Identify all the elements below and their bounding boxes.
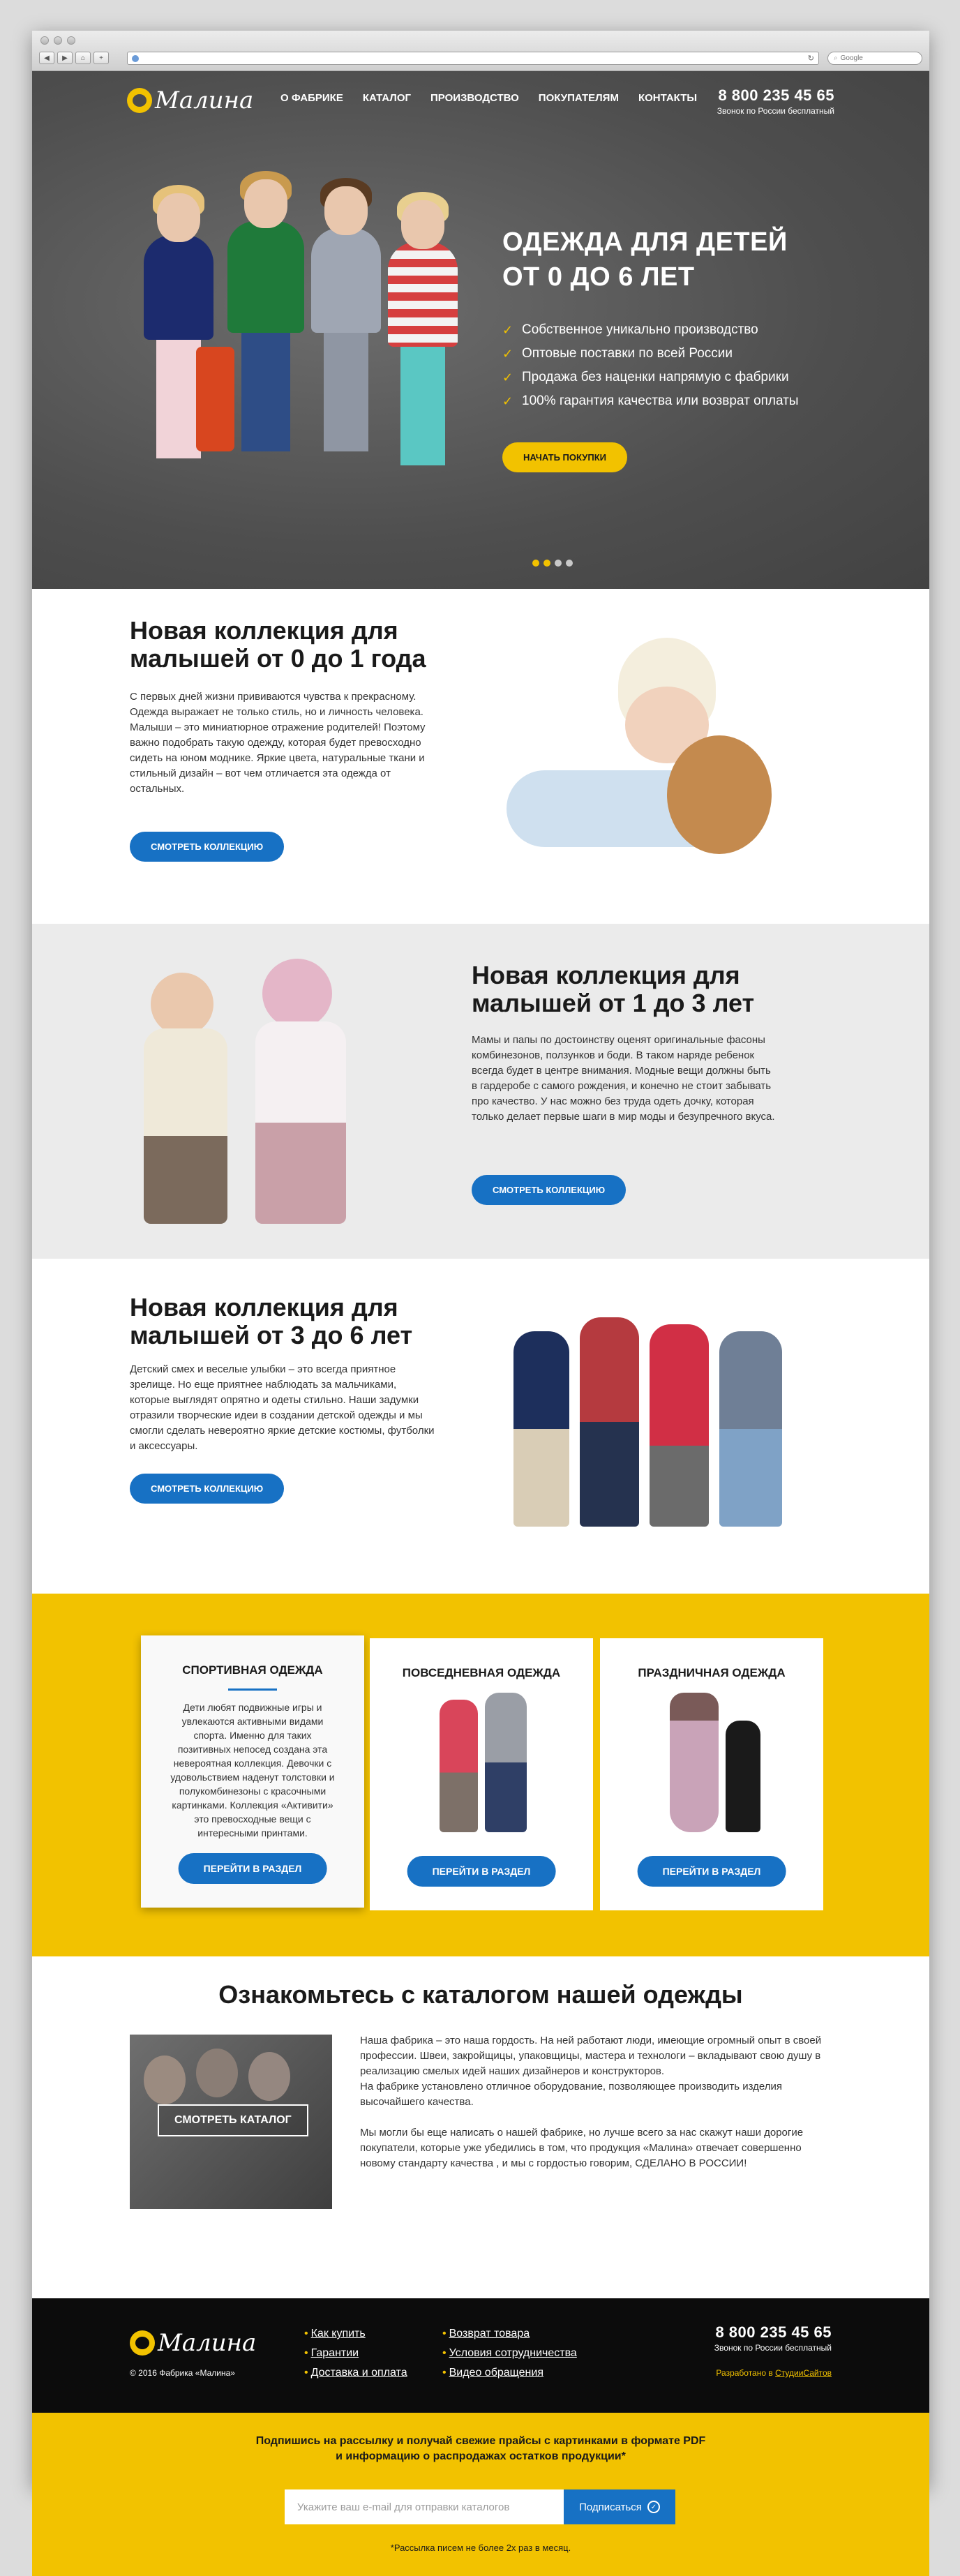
benefit-item: ✓ Оптовые поставки по всей России <box>502 342 799 366</box>
home-icon[interactable]: ⌂ <box>75 52 91 64</box>
kid-figure <box>311 228 381 333</box>
footer-links-col1 <box>304 2328 407 2379</box>
collection-0-1-section <box>32 589 929 924</box>
collection-1-3-section <box>32 924 929 1259</box>
view-collection-button[interactable]: СМОТРЕТЬ КОЛЛЕКЦИЮ <box>130 1474 284 1504</box>
menu-item-contacts[interactable]: КОНТАКТЫ <box>638 92 698 104</box>
check-icon: ✓ <box>502 370 513 384</box>
kid-figure <box>227 221 304 333</box>
slider-dots <box>532 560 573 567</box>
categories-section <box>32 1594 929 1956</box>
category-title: ПОВСЕДНЕВНАЯ ОДЕЖДА <box>402 1666 561 1679</box>
maximize-window-button[interactable] <box>67 36 75 45</box>
check-circle-icon: ✓ <box>647 2501 660 2513</box>
category-title: ПРАЗДНИЧНАЯ ОДЕЖДА <box>638 1666 786 1679</box>
kid-figure <box>144 235 213 340</box>
top-navigation <box>32 71 929 134</box>
go-to-section-button[interactable]: ПЕРЕЙТИ В РАЗДЕЛ <box>179 1853 327 1884</box>
collection-title: Новая коллекция для малышей от 1 до 3 лет <box>472 961 755 1017</box>
toddlers-photo <box>137 952 388 1231</box>
catalog-section <box>32 1956 929 2298</box>
minimize-window-button[interactable] <box>54 36 62 45</box>
site-footer <box>32 2298 929 2413</box>
kids-group-photo <box>507 1303 827 1541</box>
baby-photo <box>486 631 848 868</box>
footer-link-guarantees[interactable]: • Гарантии <box>304 2347 407 2360</box>
check-icon: ✓ <box>502 323 513 337</box>
footer-logo[interactable]: Малина <box>130 2329 256 2357</box>
address-bar[interactable] <box>127 52 819 65</box>
subscribe-button[interactable]: Подписаться ✓ <box>564 2489 675 2524</box>
benefit-item: ✓ 100% гарантия качества или возврат оплаты <box>502 389 799 413</box>
kid-figure <box>388 242 458 347</box>
festive-kids-photo <box>642 1693 781 1839</box>
forward-arrow-icon[interactable]: ▶ <box>57 52 73 64</box>
brand-name: Малина <box>155 87 254 114</box>
main-menu <box>280 92 697 104</box>
hero-kids-photo <box>137 179 507 493</box>
collection-description: Мамы и папы по достоинству оценят оригинальные фасоны комбинезонов, ползунков и боди. В таком наряде ребенок всегда будет в центре внимания. Модные вещи должны быть в гардеробе с самого рождения, и конечно не стоит забывать про качество. У нас можно без труда одеть дочку, которая только делает первые шаги в мир моды и безупречного вкуса. <box>472 1034 775 1123</box>
red-suitcase-image <box>196 347 234 451</box>
collection-description: Детский смех и веселые улыбки – это всегда приятное зрелище. Но еще приятнее наблюдать за мальчиками, которые выглядят опрятно и одеты стильно. Наши задумки отразили творческие идеи в создании детской одежды и мы смогли сделать невероятно яркие детские костюмы, футболки и аксессуары. <box>130 1363 435 1452</box>
footer-phone: 8 800 235 45 65 Звонок по России бесплатный <box>714 2323 832 2353</box>
raspberry-logo-icon <box>130 2330 155 2356</box>
start-shopping-button[interactable]: НАЧАТЬ ПОКУПКИ <box>502 442 627 472</box>
magnifier-icon: ⌕ <box>834 54 838 62</box>
subscribe-lead: Подпишись на рассылку и получай свежие прайсы с картинками в формате PDF и информацию о распродажах остатков продукции* <box>255 2435 706 2462</box>
category-card-festive[interactable] <box>600 1638 823 1910</box>
globe-icon <box>132 55 139 62</box>
collection-title: Новая коллекция для малышей от 3 до 6 лет <box>130 1293 413 1349</box>
footer-links-col2 <box>442 2328 577 2379</box>
slider-dot[interactable] <box>566 560 573 567</box>
slider-dot[interactable] <box>555 560 562 567</box>
copyright: © 2016 Фабрика «Малина» <box>130 2368 235 2378</box>
subscribe-form <box>285 2489 675 2524</box>
view-collection-button[interactable]: СМОТРЕТЬ КОЛЛЕКЦИЮ <box>472 1175 626 1205</box>
menu-item-production[interactable]: ПРОИЗВОДСТВО <box>430 92 519 104</box>
category-card-casual[interactable] <box>370 1638 593 1910</box>
collection-description: С первых дней жизни прививаются чувства к прекрасному. Одежда выражает не только стиль, но и личность человека. Малыши – это миниатюрное отражение родителей! Поэтому важно подобрать такую одежду, которая будет превосходно сидеть на юном моднике. Яркие цвета, натуральные ткани и стильный дизайн – вот чем отличается эта одежда от остальных. <box>130 691 426 795</box>
menu-item-customers[interactable]: ПОКУПАТЕЛЯМ <box>538 92 619 104</box>
phone-note: Звонок по России бесплатный <box>717 106 834 116</box>
go-to-section-button[interactable]: ПЕРЕЙТИ В РАЗДЕЛ <box>638 1856 786 1887</box>
raspberry-logo-icon <box>127 88 152 113</box>
add-tab-icon[interactable]: + <box>93 52 109 64</box>
collection-3-6-section <box>32 1259 929 1594</box>
hero-section <box>32 71 929 589</box>
header-phone <box>717 87 834 116</box>
subscribe-section <box>32 2413 929 2576</box>
menu-item-about[interactable]: О ФАБРИКЕ <box>280 92 343 104</box>
footer-link-delivery[interactable]: • Доставка и оплата <box>304 2367 407 2379</box>
window-controls <box>40 36 75 45</box>
slider-dot[interactable] <box>543 560 550 567</box>
browser-nav-buttons <box>39 52 109 64</box>
developer-link[interactable]: СтудииСайтов <box>775 2368 832 2378</box>
site-logo[interactable] <box>127 87 253 114</box>
browser-search-box[interactable] <box>827 52 922 65</box>
hero-title: ОДЕЖДА ДЛЯ ДЕТЕЙ ОТ 0 ДО 6 ЛЕТ <box>502 227 788 292</box>
category-card-sport[interactable] <box>141 1635 364 1908</box>
close-window-button[interactable] <box>40 36 49 45</box>
slider-dot[interactable] <box>532 560 539 567</box>
browser-search-input[interactable] <box>841 54 910 62</box>
title-divider <box>228 1688 277 1691</box>
footer-link-returns[interactable]: • Возврат товара <box>442 2328 577 2340</box>
casual-kids-photo <box>412 1693 551 1839</box>
category-title: СПОРТИВНАЯ ОДЕЖДА <box>182 1663 323 1677</box>
hero-content <box>502 225 799 472</box>
check-icon: ✓ <box>502 347 513 361</box>
developer-credit: Разработано в СтудииСайтов <box>716 2368 832 2378</box>
benefit-item: ✓ Собственное уникально производство <box>502 318 799 342</box>
email-field[interactable] <box>285 2489 564 2524</box>
browser-window <box>32 31 929 2553</box>
category-description: Дети любят подвижные игры и увлекаются активными видами спорта. Именно для таких позитивных непосед создана эта невероятная коллекция. Девочки с удовольствием наденут толстовки и полукомбинезоны с красочными картинками. Коллекция «Активити» это превосходные вещи с интересными принтами. <box>170 1702 335 1839</box>
back-arrow-icon[interactable]: ◀ <box>39 52 54 64</box>
footer-link-video[interactable]: • Видео обращения <box>442 2367 577 2379</box>
go-to-section-button[interactable]: ПЕРЕЙТИ В РАЗДЕЛ <box>407 1856 556 1887</box>
phone-number[interactable]: 8 800 235 45 65 <box>718 87 834 104</box>
view-collection-button[interactable]: СМОТРЕТЬ КОЛЛЕКЦИЮ <box>130 832 284 862</box>
check-icon: ✓ <box>502 394 513 408</box>
reload-icon[interactable]: ↻ <box>807 54 814 63</box>
subscribe-footnote: *Рассылка писем не более 2х раз в месяц. <box>390 2543 571 2553</box>
benefit-item: ✓ Продажа без наценки напрямую с фабрики <box>502 366 799 389</box>
footer-link-how-to-buy[interactable]: • Как купить <box>304 2328 407 2340</box>
collection-title: Новая коллекция для малышей от 0 до 1 года <box>130 616 426 673</box>
browser-toolbar <box>32 31 929 71</box>
menu-item-catalog[interactable]: КАТАЛОГ <box>362 92 411 104</box>
catalog-title: Ознакомьтесь с каталогом нашей одежды <box>218 1980 743 2009</box>
hero-benefits <box>502 318 799 413</box>
catalog-preview-image[interactable] <box>130 2035 332 2209</box>
view-catalog-button[interactable]: СМОТРЕТЬ КАТАЛОГ <box>158 2104 308 2136</box>
footer-link-cooperation[interactable]: • Условия сотрудничества <box>442 2347 577 2360</box>
catalog-description: Наша фабрика – это наша гордость. На ней работают люди, имеющие огромный опыт в своей профессии. Швеи, закройщицы, упаковщицы, мастера и технологи – вкладывают свою душу в реализацию смелых идей наших дизайнеров и конструкторов. На фабрике установлено отличное оборудование, позволяющее производить изделия высочайшего качества. Мы могли бы еще написать о нашей фабрике, но лучше всего за нас скажут наши дорогие покупатели, которые уже убедились в том, что продукция «Малина» отвечает совершенно новому стандарту качества , и мы с гордостью говорим, СДЕЛАНО В РОССИИ! <box>360 2035 822 2169</box>
